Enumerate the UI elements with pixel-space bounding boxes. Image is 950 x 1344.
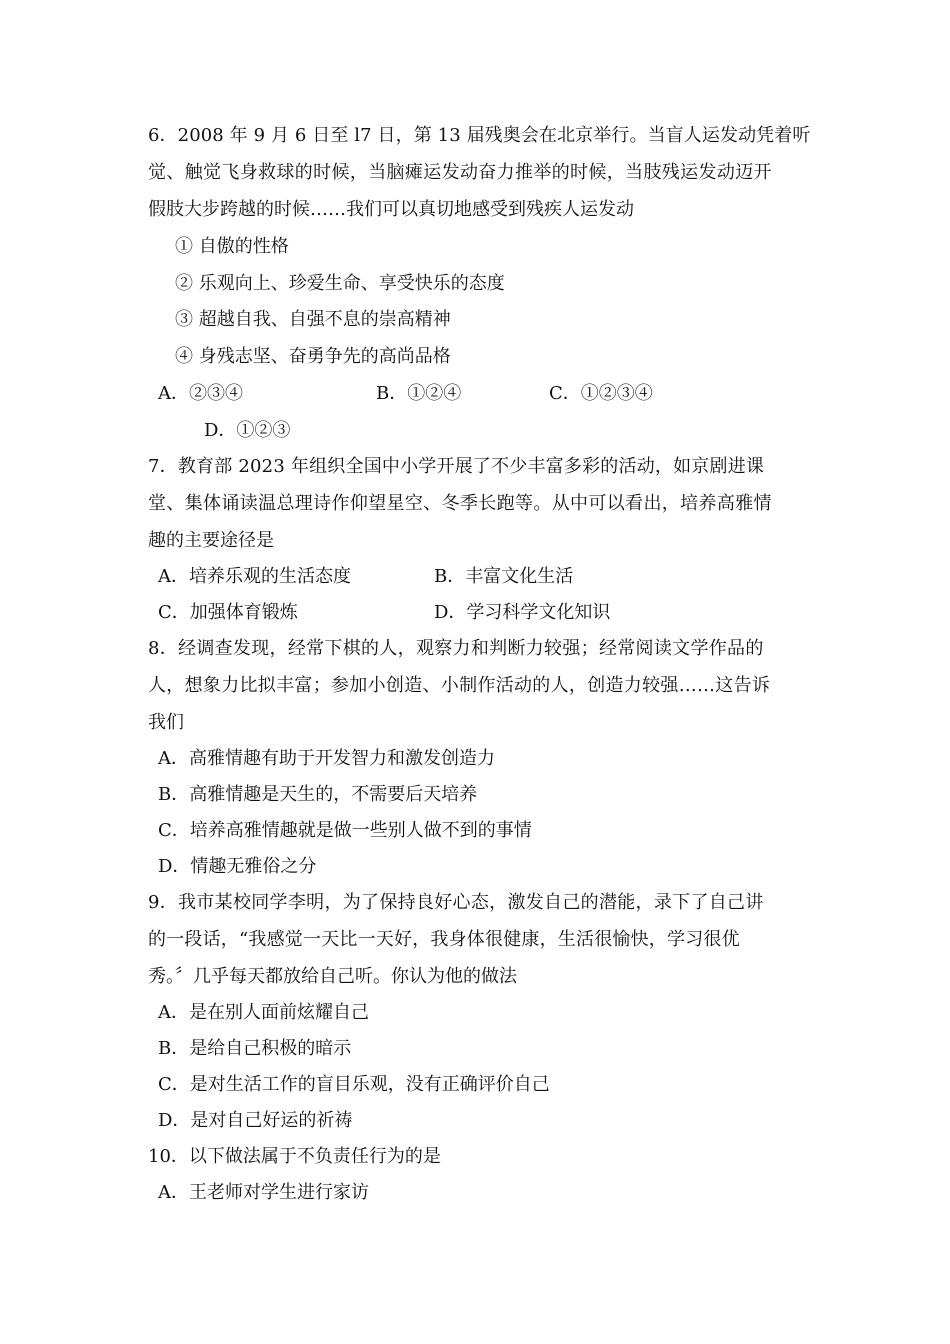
q6-stem-line-3: 假肢大步跨越的时候……我们可以真切地感受到残疾人运发动 — [148, 199, 634, 220]
q7-stem-line-1: 7．教育部 2023 年组织全国中小学开展了不少丰富多彩的活动，如京剧进课 — [148, 456, 765, 477]
q8-option-b: B．高雅情趣是天生的，不需要后天培养 — [158, 784, 478, 805]
q6-option-a: A．②③④ — [158, 383, 243, 404]
q6-option-c: C．①②③④ — [549, 383, 653, 404]
q8-option-d: D．情趣无雅俗之分 — [158, 856, 317, 877]
q8-stem-line-1: 8．经调查发现，经常下棋的人，观察力和判断力较强；经常阅读文学作品的 — [148, 638, 764, 659]
q9-stem-line-2: 的一段话，“我感觉一天比一天好，我身体很健康，生活很愉快，学习很优 — [148, 929, 740, 950]
q6-statement-3: ③ 超越自我、自强不息的崇高精神 — [175, 309, 451, 330]
q9-option-b: B．是给自己积极的暗示 — [158, 1038, 352, 1059]
q8-stem-line-3: 我们 — [148, 712, 184, 733]
q7-stem-line-2: 堂、集体诵读温总理诗作仰望星空、冬季长跑等。从中可以看出，培养高雅情 — [148, 493, 772, 514]
q8-option-c: C．培养高雅情趣就是做一些别人做不到的事情 — [158, 820, 532, 841]
q8-option-a: A．高雅情趣有助于开发智力和激发创造力 — [158, 748, 495, 769]
q6-option-b: B．①②④ — [376, 383, 462, 404]
q7-option-b: B．丰富文化生活 — [434, 566, 574, 587]
q10-stem-line-1: 10．以下做法属于不负责任行为的是 — [148, 1146, 441, 1167]
q7-option-a: A．培养乐观的生活态度 — [158, 566, 351, 587]
q10-option-a: A．王老师对学生进行家访 — [158, 1182, 369, 1203]
q6-stem-line-2: 觉、触觉飞身救球的时候，当脑瘫运发动奋力推举的时候，当肢残运发动迈开 — [148, 162, 772, 183]
q9-option-a: A．是在别人面前炫耀自己 — [158, 1002, 369, 1023]
q7-option-d: D．学习科学文化知识 — [434, 602, 611, 623]
q6-option-d: D．①②③ — [204, 420, 291, 441]
q6-statement-2: ② 乐观向上、珍爱生命、享受快乐的态度 — [175, 273, 505, 294]
q7-stem-line-3: 趣的主要途径是 — [148, 530, 274, 551]
q7-option-c: C．加强体育锻炼 — [158, 602, 298, 623]
q6-statement-4: ④ 身残志坚、奋勇争先的高尚品格 — [175, 346, 451, 367]
q9-stem-line-3: 秀。〞几乎每天都放给自己听。你认为他的做法 — [148, 966, 517, 987]
q6-statement-1: ① 自傲的性格 — [175, 236, 289, 257]
q9-stem-line-1: 9．我市某校同学李明，为了保持良好心态，激发自己的潜能，录下了自己讲 — [148, 892, 764, 913]
q9-option-d: D．是对自己好运的祈祷 — [158, 1110, 353, 1131]
q8-stem-line-2: 人，想象力比拟丰富；参加小创造、小制作活动的人，创造力较强……这告诉 — [148, 675, 771, 696]
q9-option-c: C．是对生活工作的盲目乐观，没有正确评价自己 — [158, 1074, 550, 1095]
q6-stem-line-1: 6．2008 年 9 月 6 日至 l7 日，第 13 届残奥会在北京举行。当盲人运发动凭着听 — [148, 125, 811, 146]
